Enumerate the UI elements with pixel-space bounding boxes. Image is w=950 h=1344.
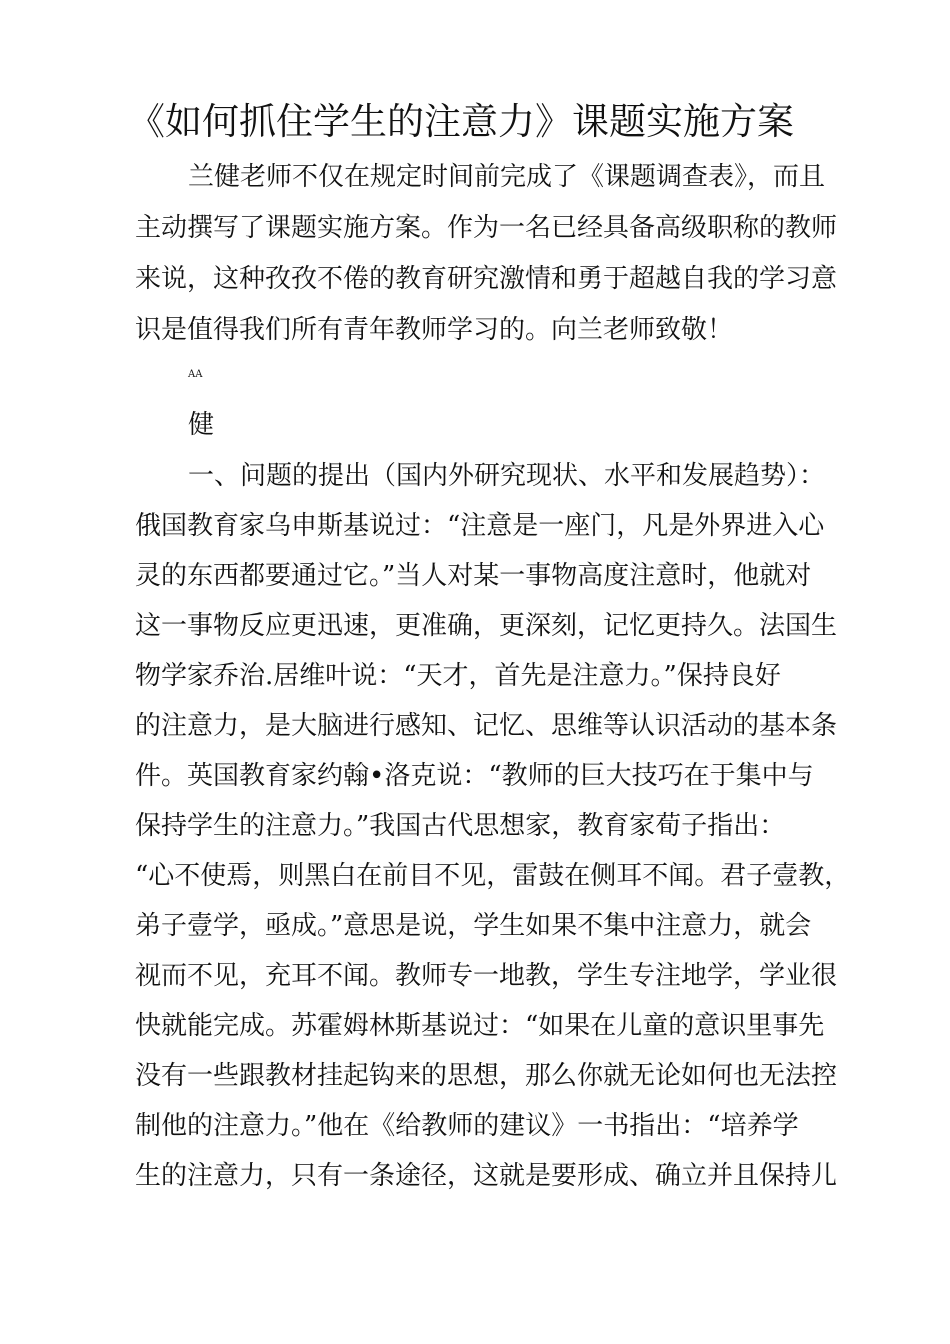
body-line-10: 视而不见，充耳不闻。教师专一地教，学生专注地学，学业很	[135, 961, 838, 991]
intro-line-2: 主动撰写了课题实施方案。作为一名已经具备高级职称的教师	[135, 213, 838, 243]
body-line-14: 生的注意力，只有一条途径，这就是要形成、确立并且保持儿	[135, 1161, 838, 1191]
body-line-8: “心不使焉，则黑白在前目不见，雷鼓在侧耳不闻。君子壹教，	[135, 861, 851, 891]
intro-line-3: 来说，这种孜孜不倦的教育研究激情和勇于超越自我的学习意	[135, 264, 838, 294]
body-line-7: 保持学生的注意力。”我国古代思想家，教育家荀子指出：	[135, 811, 786, 841]
small-mark: AA	[188, 369, 203, 380]
body-line-1: 俄国教育家乌申斯基说过：“注意是一座门，凡是外界进入心	[135, 511, 825, 541]
body-line-12: 没有一些跟教材挂起钩来的思想，那么你就无论如何也无法控	[135, 1061, 838, 1091]
section-heading: 一、问题的提出（国内外研究现状、水平和发展趋势）：	[188, 461, 826, 491]
body-line-3: 这一事物反应更迅速，更准确，更深刻，记忆更持久。法国生	[135, 611, 838, 641]
body-line-11: 快就能完成。苏霍姆林斯基说过：“如果在儿童的意识里事先	[135, 1011, 825, 1041]
body-line-13: 制他的注意力。”他在《给教师的建议》一书指出：“培养学	[135, 1111, 799, 1141]
body-line-4: 物学家乔治.居维叶说：“天才，首先是注意力。”保持良好	[135, 661, 781, 691]
intro-line-1: 兰健老师不仅在规定时间前完成了《课题调查表》，而且	[188, 162, 826, 192]
author-char: 健	[188, 410, 215, 440]
body-line-5: 的注意力，是大脑进行感知、记忆、思维等认识活动的基本条	[135, 711, 838, 741]
document-title: 《如何抓住学生的注意力》课题实施方案	[128, 100, 794, 143]
intro-line-4: 识是值得我们所有青年教师学习的。向兰老师致敬！	[135, 315, 734, 345]
body-line-6: 件。英国教育家约翰•洛克说：“教师的巨大技巧在于集中与	[135, 761, 814, 791]
body-line-2: 灵的东西都要通过它。”当人对某一事物高度注意时，他就对	[135, 561, 812, 591]
body-line-9: 弟子壹学，亟成。”意思是说，学生如果不集中注意力，就会	[135, 911, 812, 941]
